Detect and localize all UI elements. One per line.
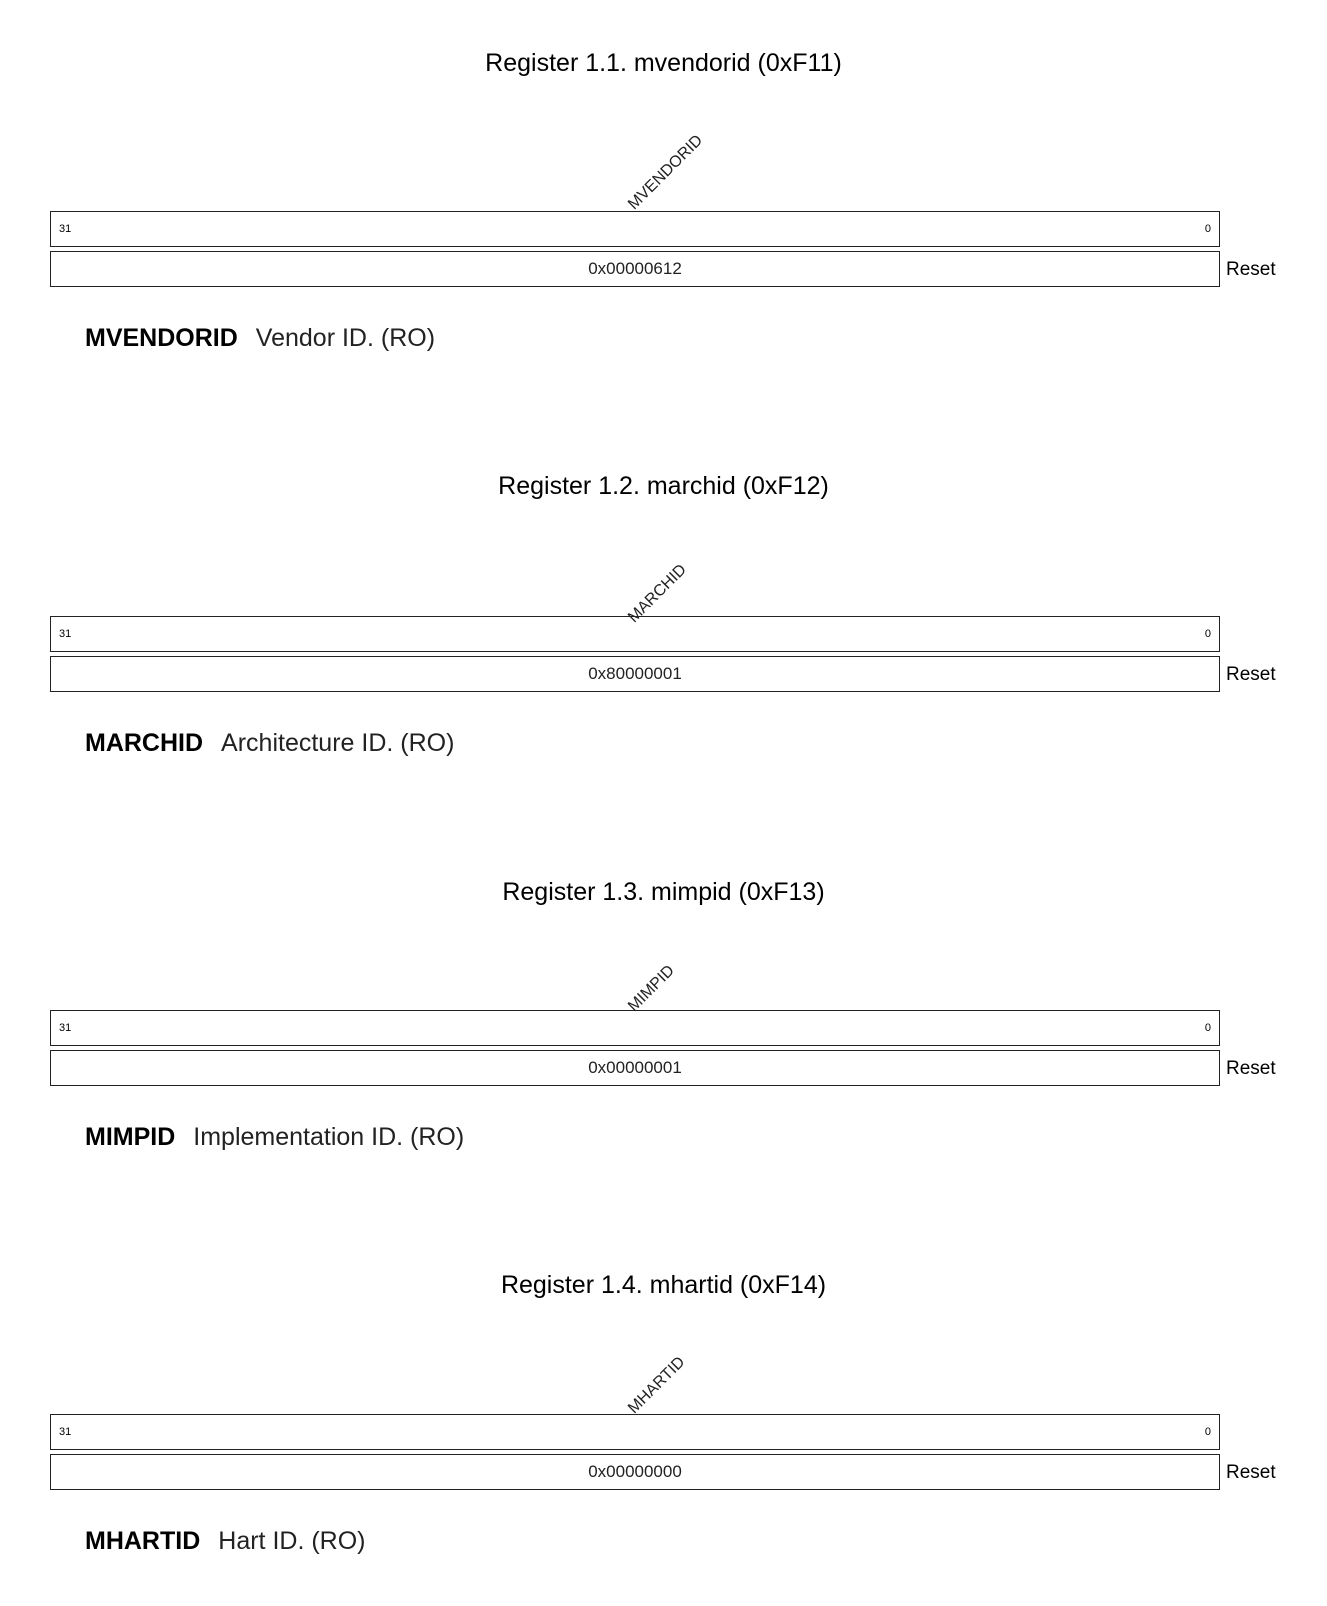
reset-value-box: 0x00000001: [50, 1050, 1220, 1086]
bit-low-index: 0: [1204, 223, 1211, 235]
bit-high-index: 31: [59, 223, 72, 235]
reset-value-box: 0x00000612: [50, 251, 1220, 287]
register-mimpid: [0, 877, 1327, 1177]
reset-value-box: 0x00000000: [50, 1454, 1220, 1490]
register-title: Register 1.2. marchid (0xF12): [498, 472, 829, 500]
field-name-label: MIMPID: [625, 962, 678, 1016]
field-name-label: MVENDORID: [625, 131, 707, 214]
reset-label: Reset: [1226, 1058, 1276, 1079]
bit-low-index: 0: [1204, 1022, 1211, 1034]
bit-high-index: 31: [59, 628, 72, 640]
register-title: Register 1.4. mhartid (0xF14): [500, 1271, 827, 1299]
field-description: [85, 323, 435, 353]
register-title: Register 1.1. mvendorid (0xF11): [485, 49, 842, 77]
register-mhartid: [0, 1270, 1327, 1570]
bit-low-index: 0: [1204, 628, 1211, 640]
description-text: Hart ID. (RO): [218, 1527, 366, 1555]
bit-low-index: 0: [1204, 1426, 1211, 1438]
description-field-name: MARCHID: [85, 729, 204, 757]
reset-label: Reset: [1226, 1462, 1276, 1483]
register-title: Register 1.3. mimpid (0xF13): [502, 878, 825, 906]
field-description: [85, 1122, 464, 1152]
field-description: [85, 1526, 365, 1556]
description-text: Architecture ID. (RO): [221, 729, 455, 757]
description-field-name: MIMPID: [85, 1123, 176, 1151]
bit-field-box: [50, 211, 1220, 247]
field-name-label: MHARTID: [625, 1353, 689, 1418]
field-name-label: MARCHID: [625, 561, 690, 627]
description-text: Implementation ID. (RO): [193, 1123, 465, 1151]
reset-label: Reset: [1226, 259, 1276, 280]
bit-high-index: 31: [59, 1426, 72, 1438]
bit-field-box: [50, 1414, 1220, 1450]
description-text: Vendor ID. (RO): [255, 324, 436, 352]
bit-high-index: 31: [59, 1022, 72, 1034]
description-field-name: MVENDORID: [85, 324, 238, 352]
description-field-name: MHARTID: [85, 1527, 201, 1555]
bit-field-box: [50, 1010, 1220, 1046]
register-marchid: [0, 471, 1327, 771]
field-description: [85, 728, 454, 758]
bit-field-box: [50, 616, 1220, 652]
reset-label: Reset: [1226, 664, 1276, 685]
register-mvendorid: [0, 48, 1327, 352]
reset-value-box: 0x80000001: [50, 656, 1220, 692]
